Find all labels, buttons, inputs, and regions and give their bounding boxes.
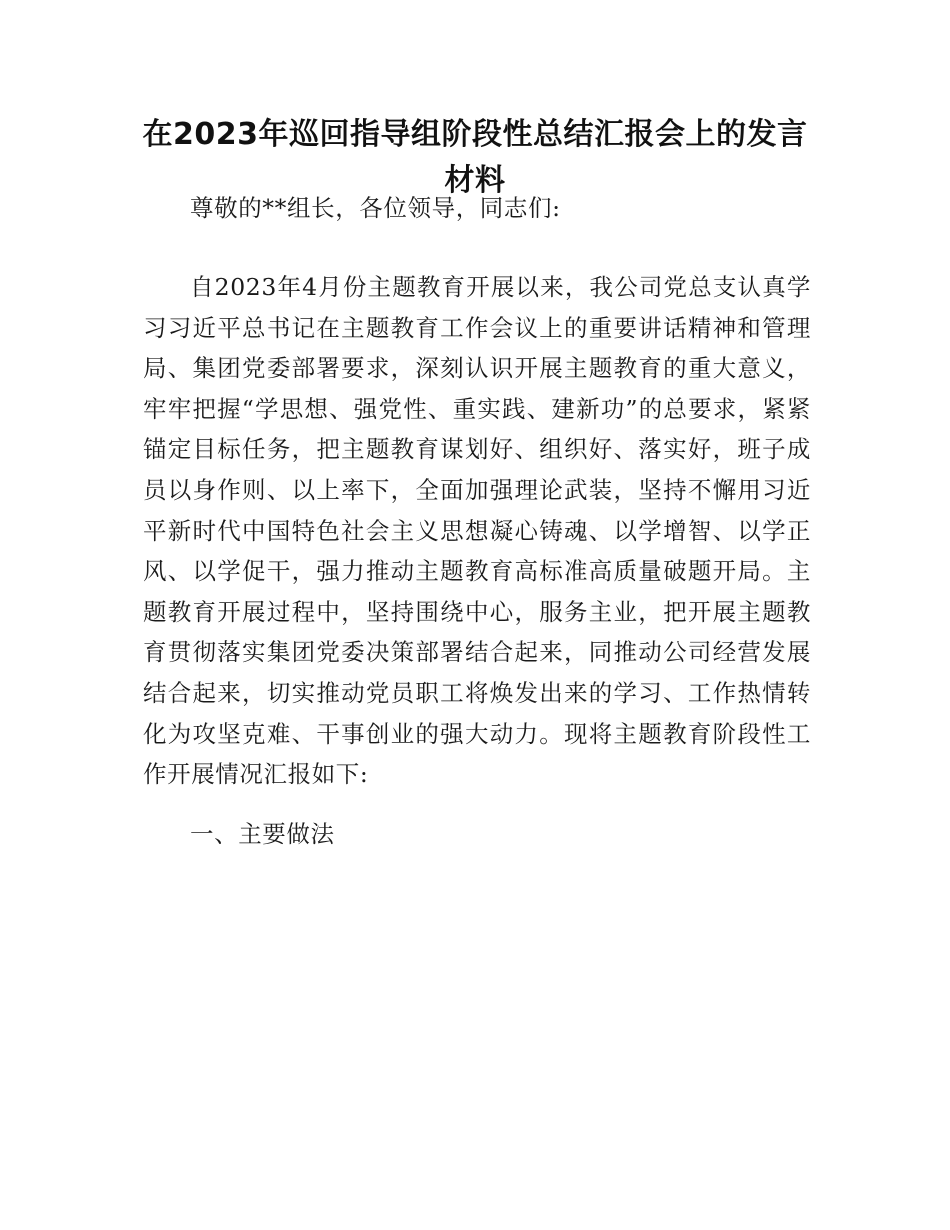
document-title: 在2023年巡回指导组阶段性总结汇报会上的发言材料 [142,117,808,198]
section-heading: 一、主要做法 [190,820,335,848]
salutation: 尊敬的**组长，各位领导，同志们: [190,194,561,222]
body-paragraph: 自2023年4月份主题教育开展以来，我公司党总支认真学习习近平总书记在主题教育工作会议上的重要讲话精神和管理局、集团党委部署要求，深刻认识开展主题教育的重大意义，牢牢把握“学思想、强党性、重实践、建新功”的总要求，紧紧锚定目标任务，把主题教育谋划好、组织好、落实好，班子成员以身作则、以上率下，全面加强理论武装，坚持不懈用习近平新时代中国特色社会主义思想凝心铸魂、以学增智、以学正风、以学促干，强力推动主题教育高标准高质量破题开局。主题教育开展过程中，坚持围绕中心，服务主业，把开展主题教育贯彻落实集团党委决策部署结合起来，同推动公司经营发展结合起来，切实推动党员职工将焕发出来的学习、工作热情转化为攻坚克难、干事创业的强大动力。现将主题教育阶段性工作开展情况汇报如下: [143,273,811,789]
